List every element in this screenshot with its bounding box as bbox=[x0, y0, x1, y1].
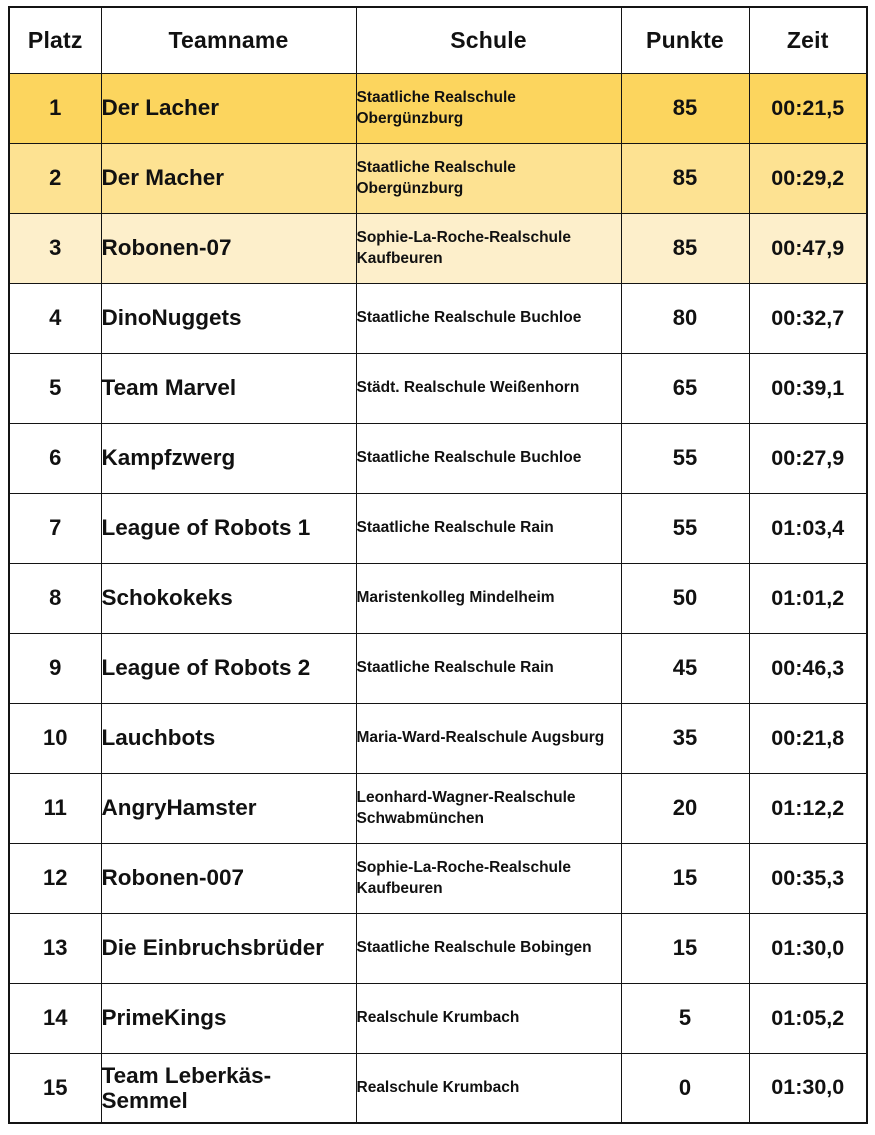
column-header-punkte: Punkte bbox=[621, 7, 749, 73]
cell-zeit: 00:21,8 bbox=[749, 703, 867, 773]
cell-schule bbox=[356, 283, 621, 353]
cell-punkte: 15 bbox=[621, 913, 749, 983]
cell-teamname: League of Robots 1 bbox=[101, 493, 356, 563]
cell-schule bbox=[356, 353, 621, 423]
cell-platz: 1 bbox=[9, 73, 101, 143]
cell-punkte: 85 bbox=[621, 213, 749, 283]
cell-schule bbox=[356, 633, 621, 703]
cell-platz: 7 bbox=[9, 493, 101, 563]
table-row bbox=[9, 353, 867, 423]
cell-teamname: Robonen-007 bbox=[101, 843, 356, 913]
cell-platz: 3 bbox=[9, 213, 101, 283]
cell-platz: 2 bbox=[9, 143, 101, 213]
cell-punkte: 35 bbox=[621, 703, 749, 773]
cell-punkte: 65 bbox=[621, 353, 749, 423]
cell-punkte: 55 bbox=[621, 493, 749, 563]
header-row bbox=[9, 7, 867, 73]
cell-teamname: AngryHamster bbox=[101, 773, 356, 843]
ranking-table bbox=[8, 6, 868, 1124]
table-body bbox=[9, 73, 867, 1123]
table-row bbox=[9, 913, 867, 983]
cell-platz: 14 bbox=[9, 983, 101, 1053]
cell-schule bbox=[356, 983, 621, 1053]
cell-platz: 6 bbox=[9, 423, 101, 493]
cell-schule-text: Staatliche Realschule Rain bbox=[356, 519, 554, 537]
column-header-schule: Schule bbox=[356, 7, 621, 73]
cell-platz: 5 bbox=[9, 353, 101, 423]
cell-schule bbox=[356, 913, 621, 983]
cell-zeit: 00:21,5 bbox=[749, 73, 867, 143]
cell-schule bbox=[356, 703, 621, 773]
cell-punkte: 5 bbox=[621, 983, 749, 1053]
cell-zeit: 00:46,3 bbox=[749, 633, 867, 703]
cell-punkte: 80 bbox=[621, 283, 749, 353]
cell-platz: 10 bbox=[9, 703, 101, 773]
cell-zeit: 00:47,9 bbox=[749, 213, 867, 283]
ranking-sheet bbox=[8, 6, 866, 1128]
table-header bbox=[9, 7, 867, 73]
table-row bbox=[9, 283, 867, 353]
table-row bbox=[9, 73, 867, 143]
cell-punkte: 20 bbox=[621, 773, 749, 843]
cell-zeit: 00:35,3 bbox=[749, 843, 867, 913]
cell-schule-text: Realschule Krumbach bbox=[356, 1079, 520, 1097]
cell-teamname: Kampfzwerg bbox=[101, 423, 356, 493]
cell-schule bbox=[356, 493, 621, 563]
cell-teamname: PrimeKings bbox=[101, 983, 356, 1053]
cell-punkte: 45 bbox=[621, 633, 749, 703]
table-row bbox=[9, 773, 867, 843]
cell-platz: 9 bbox=[9, 633, 101, 703]
table-row bbox=[9, 1053, 867, 1123]
cell-teamname: Der Macher bbox=[101, 143, 356, 213]
table-row bbox=[9, 213, 867, 283]
column-header-teamname: Teamname bbox=[101, 7, 356, 73]
cell-schule-text: Staatliche Realschule Buchloe bbox=[356, 309, 582, 327]
cell-schule-text: Staatliche Realschule Obergünzburg bbox=[356, 88, 516, 127]
cell-teamname: DinoNuggets bbox=[101, 283, 356, 353]
cell-punkte: 85 bbox=[621, 73, 749, 143]
cell-zeit: 01:30,0 bbox=[749, 913, 867, 983]
cell-punkte: 55 bbox=[621, 423, 749, 493]
table-row bbox=[9, 493, 867, 563]
cell-schule-text: Maria-Ward-Realschule Augsburg bbox=[356, 729, 605, 747]
cell-schule-text: Realschule Krumbach bbox=[356, 1009, 520, 1027]
cell-schule bbox=[356, 773, 621, 843]
cell-teamname: Team Leberkäs-Semmel bbox=[101, 1053, 356, 1123]
cell-teamname: Robonen-07 bbox=[101, 213, 356, 283]
cell-zeit: 00:29,2 bbox=[749, 143, 867, 213]
column-header-zeit: Zeit bbox=[749, 7, 867, 73]
cell-teamname: League of Robots 2 bbox=[101, 633, 356, 703]
cell-schule bbox=[356, 843, 621, 913]
table-row bbox=[9, 143, 867, 213]
cell-teamname: Der Lacher bbox=[101, 73, 356, 143]
cell-teamname: Schokokeks bbox=[101, 563, 356, 633]
cell-schule-text: Staatliche Realschule Bobingen bbox=[356, 939, 592, 957]
table-row bbox=[9, 633, 867, 703]
cell-schule-text: Sophie-La-Roche-Realschule Kaufbeuren bbox=[356, 228, 571, 267]
cell-punkte: 50 bbox=[621, 563, 749, 633]
cell-zeit: 01:03,4 bbox=[749, 493, 867, 563]
cell-schule bbox=[356, 213, 621, 283]
cell-platz: 11 bbox=[9, 773, 101, 843]
cell-zeit: 00:32,7 bbox=[749, 283, 867, 353]
cell-punkte: 85 bbox=[621, 143, 749, 213]
cell-schule-text: Leonhard-Wagner-Realschule Schwabmünchen bbox=[356, 788, 576, 827]
table-row bbox=[9, 563, 867, 633]
cell-zeit: 01:01,2 bbox=[749, 563, 867, 633]
cell-platz: 8 bbox=[9, 563, 101, 633]
cell-schule-text: Maristenkolleg Mindelheim bbox=[356, 589, 555, 607]
cell-punkte: 15 bbox=[621, 843, 749, 913]
cell-zeit: 01:12,2 bbox=[749, 773, 867, 843]
cell-teamname: Team Marvel bbox=[101, 353, 356, 423]
cell-platz: 15 bbox=[9, 1053, 101, 1123]
cell-schule-text: Staatliche Realschule Rain bbox=[356, 659, 554, 677]
cell-schule-text: Städt. Realschule Weißenhorn bbox=[356, 379, 580, 397]
cell-zeit: 01:30,0 bbox=[749, 1053, 867, 1123]
cell-zeit: 00:39,1 bbox=[749, 353, 867, 423]
column-header-platz: Platz bbox=[9, 7, 101, 73]
cell-teamname: Lauchbots bbox=[101, 703, 356, 773]
cell-punkte: 0 bbox=[621, 1053, 749, 1123]
cell-schule bbox=[356, 73, 621, 143]
cell-schule bbox=[356, 563, 621, 633]
cell-schule bbox=[356, 423, 621, 493]
cell-schule bbox=[356, 1053, 621, 1123]
table-row bbox=[9, 843, 867, 913]
cell-schule-text: Staatliche Realschule Buchloe bbox=[356, 449, 582, 467]
table-row bbox=[9, 703, 867, 773]
cell-schule-text: Staatliche Realschule Obergünzburg bbox=[356, 158, 516, 197]
cell-teamname: Die Einbruchsbrüder bbox=[101, 913, 356, 983]
cell-platz: 12 bbox=[9, 843, 101, 913]
cell-platz: 13 bbox=[9, 913, 101, 983]
cell-zeit: 00:27,9 bbox=[749, 423, 867, 493]
cell-platz: 4 bbox=[9, 283, 101, 353]
table-row bbox=[9, 983, 867, 1053]
table-row bbox=[9, 423, 867, 493]
cell-schule bbox=[356, 143, 621, 213]
cell-zeit: 01:05,2 bbox=[749, 983, 867, 1053]
cell-schule-text: Sophie-La-Roche-Realschule Kaufbeuren bbox=[356, 858, 571, 897]
